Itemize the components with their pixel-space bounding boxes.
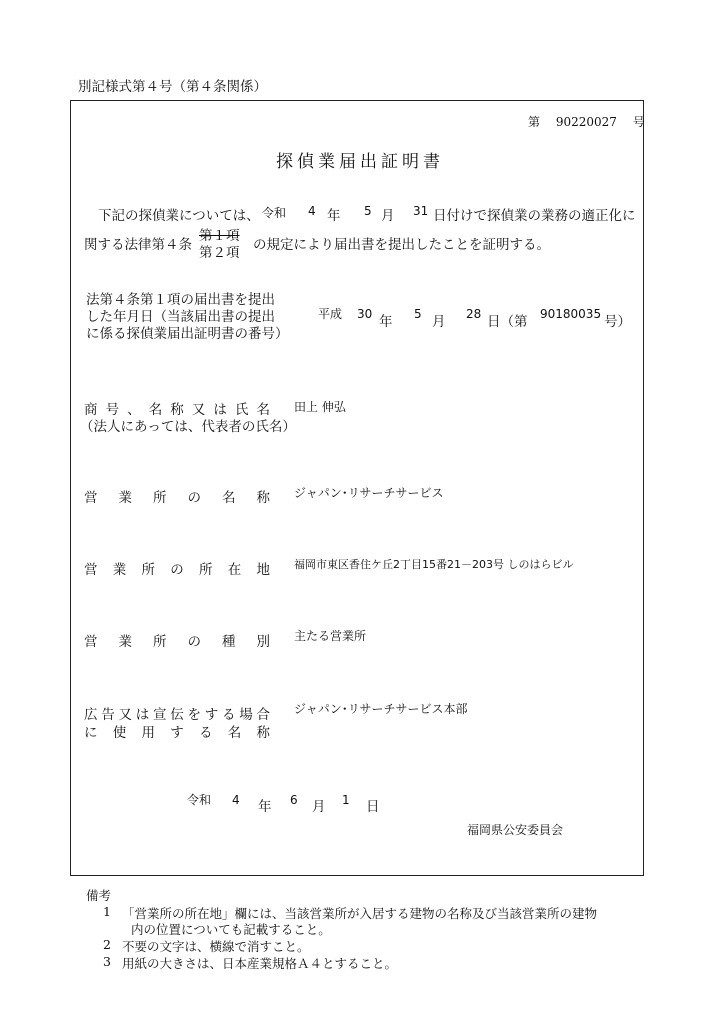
label-char: 業 bbox=[112, 562, 127, 578]
label-char: 所 bbox=[153, 490, 167, 506]
label-char: 号 bbox=[105, 402, 120, 418]
label-char: す bbox=[204, 707, 219, 723]
office-address-value: 福岡市東区香住ケ丘2丁目15番21－203号 しのはらビル bbox=[294, 558, 574, 571]
issue-era: 令和 bbox=[187, 793, 212, 807]
office-type-label bbox=[84, 630, 270, 650]
issue-day: 1 bbox=[342, 793, 350, 807]
statement-year-unit: 年 bbox=[327, 208, 341, 224]
label-char: 伝 bbox=[170, 707, 184, 723]
label-char: を bbox=[187, 707, 201, 723]
prev-filing-label-line: した年月日（当該届出書の提出 bbox=[86, 309, 275, 325]
statement-month-unit: 月 bbox=[381, 208, 395, 224]
label-char: す bbox=[170, 725, 184, 741]
label-char: 告 bbox=[101, 707, 115, 723]
notes-heading: 備考 bbox=[86, 888, 112, 903]
statement-line2-suffix: の規定により届出書を提出したことを証明する。 bbox=[253, 237, 550, 253]
label-char: る bbox=[199, 725, 213, 741]
label-char: に bbox=[84, 725, 98, 741]
label-char: 宣 bbox=[153, 707, 167, 723]
issue-year-unit: 年 bbox=[258, 799, 272, 815]
label-char: 営 bbox=[84, 562, 98, 578]
note-number: 1 bbox=[103, 904, 111, 919]
prev-filing-label-line: 法第４条第１項の届出書を提出 bbox=[86, 292, 275, 308]
label-char: 使 bbox=[112, 725, 127, 741]
statement-line2-prefix: 関する法律第４条 bbox=[84, 237, 192, 253]
note-number: 2 bbox=[103, 937, 111, 952]
statement-line1-prefix: 下記の探偵業については、 bbox=[98, 208, 260, 224]
label-char: 又 bbox=[118, 707, 132, 723]
label-char: は bbox=[135, 707, 150, 723]
label-char: 名 bbox=[227, 725, 242, 741]
statement-year: 4 bbox=[308, 204, 316, 218]
label-char: 所 bbox=[199, 562, 213, 578]
label-char: 称 bbox=[170, 402, 184, 418]
prev-filing-month-unit: 月 bbox=[432, 314, 446, 330]
note-text: 「営業所の所在地」欄には、当該営業所が入居する建物の名称及び当該営業所の建物 bbox=[122, 906, 598, 921]
prev-filing-year-unit: 年 bbox=[379, 314, 393, 330]
form-reference: 別記様式第４号（第４条関係） bbox=[78, 79, 267, 95]
label-char: 所 bbox=[153, 634, 167, 650]
label-char: 業 bbox=[118, 634, 132, 650]
label-char: 種 bbox=[222, 634, 236, 650]
label-char: の bbox=[170, 562, 184, 578]
prev-filing-month: 5 bbox=[414, 307, 422, 321]
cert-number bbox=[528, 113, 645, 130]
note-text: 用紙の大きさは、日本産業規格Ａ４とすること。 bbox=[122, 956, 398, 971]
trade-name-value: 田上 伸弘 bbox=[294, 400, 346, 414]
issue-year: 4 bbox=[232, 793, 240, 807]
office-name-value: ジャパン･リサーチサービス bbox=[294, 486, 444, 500]
statement-line1-suffix: 日付けで探偵業の業務の適正化に bbox=[433, 208, 636, 224]
label-char: 合 bbox=[256, 707, 270, 723]
label-char: 別 bbox=[256, 634, 270, 650]
ad-name-label-line1 bbox=[84, 703, 270, 723]
statement-era: 令和 bbox=[262, 206, 287, 220]
label-char: 称 bbox=[256, 490, 270, 506]
label-char: 広 bbox=[84, 707, 98, 723]
label-char: 称 bbox=[256, 725, 270, 741]
label-char: 場 bbox=[239, 707, 253, 723]
label-char: 用 bbox=[141, 725, 155, 741]
label-char: 在 bbox=[227, 562, 242, 578]
note-text: 内の位置についても記載すること。 bbox=[131, 922, 331, 937]
statement-month: 5 bbox=[364, 204, 372, 218]
office-name-label bbox=[84, 486, 270, 506]
note-number: 3 bbox=[103, 954, 111, 969]
statement-day: 31 bbox=[413, 204, 429, 218]
issue-day-unit: 日 bbox=[366, 799, 380, 815]
prev-filing-number: 90180035 bbox=[540, 307, 602, 321]
label-char: る bbox=[222, 707, 236, 723]
document-title: 探偵業届出証明書 bbox=[276, 152, 444, 172]
office-address-label bbox=[84, 558, 270, 578]
ad-name-label-line2 bbox=[84, 721, 270, 741]
label-char: 所 bbox=[141, 562, 155, 578]
label-char: 名 bbox=[256, 402, 270, 418]
office-type-value: 主たる営業所 bbox=[294, 629, 367, 643]
issuer: 福岡県公安委員会 bbox=[467, 823, 564, 837]
cert-number-suffix: 号 bbox=[632, 115, 645, 129]
label-char: 名 bbox=[148, 402, 163, 418]
clause-struck: 第１項 bbox=[199, 228, 240, 244]
prev-filing-year: 30 bbox=[357, 307, 373, 321]
label-char: 業 bbox=[118, 490, 132, 506]
prev-filing-day-unit: 日（第 bbox=[487, 314, 528, 330]
label-char: の bbox=[187, 490, 201, 506]
label-char: の bbox=[187, 634, 201, 650]
label-char: 名 bbox=[222, 490, 236, 506]
note-text: 不要の文字は、横線で消すこと。 bbox=[122, 939, 310, 954]
issue-month-unit: 月 bbox=[312, 799, 326, 815]
cert-number-value: 90220027 bbox=[555, 115, 617, 129]
label-char: 、 bbox=[127, 402, 141, 418]
label-char: は bbox=[213, 402, 227, 418]
prev-filing-label-line: に係る探偵業届出証明書の番号） bbox=[86, 326, 289, 342]
label-char: 営 bbox=[84, 490, 98, 506]
cert-number-prefix: 第 bbox=[528, 115, 541, 129]
ad-name-value: ジャパン･リサーチサービス本部 bbox=[294, 702, 468, 716]
prev-filing-day: 28 bbox=[466, 307, 482, 321]
label-char: 商 bbox=[84, 402, 98, 418]
trade-name-sublabel: （法人にあっては、代表者の氏名） bbox=[80, 419, 296, 435]
label-char: 地 bbox=[256, 562, 270, 578]
label-char: 営 bbox=[84, 634, 98, 650]
issue-month: 6 bbox=[290, 793, 298, 807]
prev-filing-label bbox=[86, 292, 289, 343]
prev-filing-number-suffix: 号） bbox=[604, 314, 631, 330]
label-char: 氏 bbox=[234, 402, 249, 418]
label-char: 又 bbox=[191, 402, 206, 418]
clause-kept: 第２項 bbox=[199, 245, 240, 261]
prev-filing-era: 平成 bbox=[318, 307, 343, 321]
